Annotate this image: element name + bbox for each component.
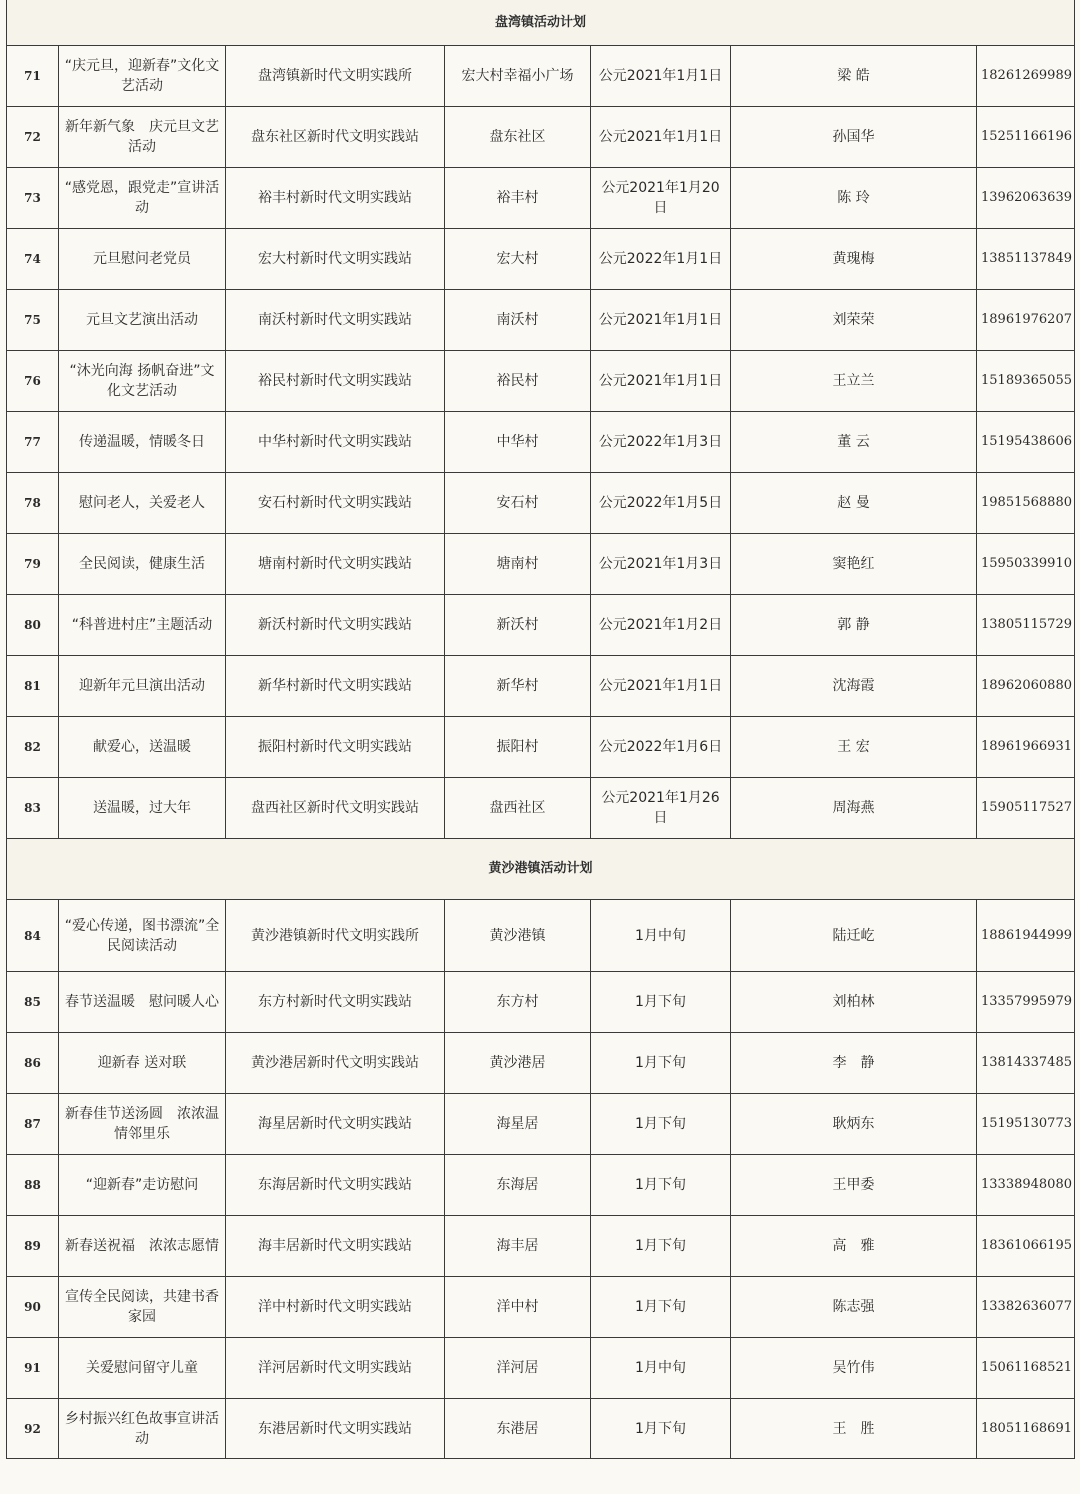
- activity-name-cell: 全民阅读，健康生活: [59, 534, 226, 595]
- table-row: [7, 1033, 1075, 1094]
- phone-number-cell: 18861944999: [977, 900, 1075, 972]
- phone-number-cell: 13805115729: [977, 595, 1075, 656]
- organizer-cell: 新华村新时代文明实践站: [226, 656, 445, 717]
- phone-number-cell: 13338948080: [977, 1155, 1075, 1216]
- phone-number-cell: 13851137849: [977, 229, 1075, 290]
- phone-number-cell: 18361066195: [977, 1216, 1075, 1277]
- contact-person-cell: 黄瑰梅: [731, 229, 977, 290]
- location-cell: 盘西社区: [445, 778, 591, 839]
- contact-person-cell: 高 雅: [731, 1216, 977, 1277]
- row-number: 71: [7, 46, 59, 107]
- location-cell: 南沃村: [445, 290, 591, 351]
- row-number: 89: [7, 1216, 59, 1277]
- row-number: 85: [7, 972, 59, 1033]
- location-cell: 宏大村: [445, 229, 591, 290]
- activity-name-cell: 元旦文艺演出活动: [59, 290, 226, 351]
- contact-person-cell: 赵 曼: [731, 473, 977, 534]
- activity-name-cell: 新春佳节送汤圆 浓浓温情邻里乐: [59, 1094, 226, 1155]
- activity-name-cell: 迎新年元旦演出活动: [59, 656, 226, 717]
- phone-number-cell: 18051168691: [977, 1399, 1075, 1459]
- location-cell: 海丰居: [445, 1216, 591, 1277]
- organizer-cell: 盘东社区新时代文明实践站: [226, 107, 445, 168]
- time-cell: 公元2021年1月1日: [591, 290, 731, 351]
- activity-name-cell: 送温暖，过大年: [59, 778, 226, 839]
- location-cell: 裕民村: [445, 351, 591, 412]
- row-number: 91: [7, 1338, 59, 1399]
- table-row: [7, 290, 1075, 351]
- row-number: 77: [7, 412, 59, 473]
- table-row: [7, 900, 1075, 972]
- time-cell: 公元2021年1月1日: [591, 107, 731, 168]
- table-row: [7, 778, 1075, 839]
- table-row: [7, 717, 1075, 778]
- location-cell: 新沃村: [445, 595, 591, 656]
- activity-name-cell: 春节送温暖 慰问暖人心: [59, 972, 226, 1033]
- activity-name-cell: 关爱慰问留守儿童: [59, 1338, 226, 1399]
- location-cell: 盘东社区: [445, 107, 591, 168]
- time-cell: 1月下旬: [591, 1277, 731, 1338]
- phone-number-cell: 15061168521: [977, 1338, 1075, 1399]
- location-cell: 洋中村: [445, 1277, 591, 1338]
- row-number: 92: [7, 1399, 59, 1459]
- time-cell: 1月下旬: [591, 1094, 731, 1155]
- row-number: 79: [7, 534, 59, 595]
- activity-name-cell: “庆元旦，迎新春”文化文艺活动: [59, 46, 226, 107]
- location-cell: 东方村: [445, 972, 591, 1033]
- location-cell: 东港居: [445, 1399, 591, 1459]
- table-row: [7, 1094, 1075, 1155]
- activity-name-cell: 乡村振兴红色故事宣讲活动: [59, 1399, 226, 1459]
- phone-number-cell: 18961966931: [977, 717, 1075, 778]
- row-number: 84: [7, 900, 59, 972]
- row-number: 88: [7, 1155, 59, 1216]
- table-row: [7, 656, 1075, 717]
- row-number: 73: [7, 168, 59, 229]
- row-number: 78: [7, 473, 59, 534]
- contact-person-cell: 陆迁屹: [731, 900, 977, 972]
- phone-number-cell: 15195130773: [977, 1094, 1075, 1155]
- contact-person-cell: 董 云: [731, 412, 977, 473]
- organizer-cell: 盘西社区新时代文明实践站: [226, 778, 445, 839]
- time-cell: 1月下旬: [591, 972, 731, 1033]
- organizer-cell: 东方村新时代文明实践站: [226, 972, 445, 1033]
- time-cell: 1月下旬: [591, 1033, 731, 1094]
- activity-name-cell: “感党恩，跟党走”宣讲活动: [59, 168, 226, 229]
- activity-name-cell: “沐光向海 扬帆奋进”文化文艺活动: [59, 351, 226, 412]
- activity-name-cell: 传递温暖，情暖冬日: [59, 412, 226, 473]
- section-header-row: [7, 0, 1075, 46]
- organizer-cell: 安石村新时代文明实践站: [226, 473, 445, 534]
- time-cell: 公元2021年1月1日: [591, 656, 731, 717]
- contact-person-cell: 陈 玲: [731, 168, 977, 229]
- table-row: [7, 1216, 1075, 1277]
- activity-name-cell: 新春送祝福 浓浓志愿情: [59, 1216, 226, 1277]
- location-cell: 黄沙港镇: [445, 900, 591, 972]
- organizer-cell: 裕丰村新时代文明实践站: [226, 168, 445, 229]
- activity-plan-table: [6, 0, 1075, 1459]
- phone-number-cell: 13357995979: [977, 972, 1075, 1033]
- phone-number-cell: 13382636077: [977, 1277, 1075, 1338]
- table-row: [7, 229, 1075, 290]
- row-number: 76: [7, 351, 59, 412]
- time-cell: 1月下旬: [591, 1155, 731, 1216]
- contact-person-cell: 周海燕: [731, 778, 977, 839]
- activity-name-cell: 慰问老人，关爱老人: [59, 473, 226, 534]
- time-cell: 公元2021年1月26日: [591, 778, 731, 839]
- organizer-cell: 塘南村新时代文明实践站: [226, 534, 445, 595]
- phone-number-cell: 18261269989: [977, 46, 1075, 107]
- phone-number-cell: 15189365055: [977, 351, 1075, 412]
- row-number: 90: [7, 1277, 59, 1338]
- activity-name-cell: “科普进村庄”主题活动: [59, 595, 226, 656]
- organizer-cell: 黄沙港镇新时代文明实践所: [226, 900, 445, 972]
- time-cell: 公元2022年1月5日: [591, 473, 731, 534]
- phone-number-cell: 15195438606: [977, 412, 1075, 473]
- organizer-cell: 裕民村新时代文明实践站: [226, 351, 445, 412]
- table-row: [7, 107, 1075, 168]
- time-cell: 公元2021年1月1日: [591, 46, 731, 107]
- location-cell: 安石村: [445, 473, 591, 534]
- table-row: [7, 972, 1075, 1033]
- section-title: 黄沙港镇活动计划: [7, 839, 1075, 900]
- organizer-cell: 盘湾镇新时代文明实践所: [226, 46, 445, 107]
- location-cell: 宏大村幸福小广场: [445, 46, 591, 107]
- activity-name-cell: 献爱心，送温暖: [59, 717, 226, 778]
- row-number: 74: [7, 229, 59, 290]
- phone-number-cell: 15905117527: [977, 778, 1075, 839]
- time-cell: 1月中旬: [591, 1338, 731, 1399]
- phone-number-cell: 18961976207: [977, 290, 1075, 351]
- table-row: [7, 46, 1075, 107]
- organizer-cell: 新沃村新时代文明实践站: [226, 595, 445, 656]
- table-row: [7, 412, 1075, 473]
- activity-name-cell: 新年新气象 庆元旦文艺活动: [59, 107, 226, 168]
- phone-number-cell: 15251166196: [977, 107, 1075, 168]
- organizer-cell: 东港居新时代文明实践站: [226, 1399, 445, 1459]
- time-cell: 1月下旬: [591, 1399, 731, 1459]
- location-cell: 中华村: [445, 412, 591, 473]
- organizer-cell: 洋中村新时代文明实践站: [226, 1277, 445, 1338]
- organizer-cell: 海星居新时代文明实践站: [226, 1094, 445, 1155]
- organizer-cell: 洋河居新时代文明实践站: [226, 1338, 445, 1399]
- location-cell: 洋河居: [445, 1338, 591, 1399]
- contact-person-cell: 王甲委: [731, 1155, 977, 1216]
- row-number: 86: [7, 1033, 59, 1094]
- activity-name-cell: 宣传全民阅读，共建书香家园: [59, 1277, 226, 1338]
- row-number: 82: [7, 717, 59, 778]
- organizer-cell: 振阳村新时代文明实践站: [226, 717, 445, 778]
- location-cell: 东海居: [445, 1155, 591, 1216]
- section-title: 盘湾镇活动计划: [7, 0, 1075, 46]
- organizer-cell: 中华村新时代文明实践站: [226, 412, 445, 473]
- activity-name-cell: 迎新春 送对联: [59, 1033, 226, 1094]
- time-cell: 公元2021年1月3日: [591, 534, 731, 595]
- contact-person-cell: 耿炳东: [731, 1094, 977, 1155]
- table-row: [7, 168, 1075, 229]
- row-number: 81: [7, 656, 59, 717]
- activity-name-cell: 元旦慰问老党员: [59, 229, 226, 290]
- contact-person-cell: 窦艳红: [731, 534, 977, 595]
- contact-person-cell: 刘柏林: [731, 972, 977, 1033]
- contact-person-cell: 孙国华: [731, 107, 977, 168]
- row-number: 80: [7, 595, 59, 656]
- contact-person-cell: 陈志强: [731, 1277, 977, 1338]
- phone-number-cell: 13814337485: [977, 1033, 1075, 1094]
- activity-name-cell: “迎新春”走访慰问: [59, 1155, 226, 1216]
- table-row: [7, 1399, 1075, 1459]
- table-row: [7, 351, 1075, 412]
- time-cell: 公元2021年1月2日: [591, 595, 731, 656]
- phone-number-cell: 19851568880: [977, 473, 1075, 534]
- time-cell: 公元2022年1月3日: [591, 412, 731, 473]
- organizer-cell: 南沃村新时代文明实践站: [226, 290, 445, 351]
- organizer-cell: 东海居新时代文明实践站: [226, 1155, 445, 1216]
- activity-name-cell: “爱心传递，图书漂流”全民阅读活动: [59, 900, 226, 972]
- time-cell: 1月下旬: [591, 1216, 731, 1277]
- contact-person-cell: 李 静: [731, 1033, 977, 1094]
- phone-number-cell: 13962063639: [977, 168, 1075, 229]
- time-cell: 公元2021年1月1日: [591, 351, 731, 412]
- table-row: [7, 1338, 1075, 1399]
- table-row: [7, 1155, 1075, 1216]
- organizer-cell: 宏大村新时代文明实践站: [226, 229, 445, 290]
- time-cell: 公元2022年1月1日: [591, 229, 731, 290]
- phone-number-cell: 15950339910: [977, 534, 1075, 595]
- organizer-cell: 海丰居新时代文明实践站: [226, 1216, 445, 1277]
- time-cell: 1月中旬: [591, 900, 731, 972]
- row-number: 83: [7, 778, 59, 839]
- section-header-row: [7, 839, 1075, 900]
- location-cell: 裕丰村: [445, 168, 591, 229]
- row-number: 72: [7, 107, 59, 168]
- location-cell: 塘南村: [445, 534, 591, 595]
- contact-person-cell: 王立兰: [731, 351, 977, 412]
- contact-person-cell: 梁 皓: [731, 46, 977, 107]
- location-cell: 新华村: [445, 656, 591, 717]
- contact-person-cell: 郭 静: [731, 595, 977, 656]
- location-cell: 海星居: [445, 1094, 591, 1155]
- row-number: 87: [7, 1094, 59, 1155]
- organizer-cell: 黄沙港居新时代文明实践站: [226, 1033, 445, 1094]
- row-number: 75: [7, 290, 59, 351]
- phone-number-cell: 18962060880: [977, 656, 1075, 717]
- table-row: [7, 534, 1075, 595]
- contact-person-cell: 吴竹伟: [731, 1338, 977, 1399]
- contact-person-cell: 王 胜: [731, 1399, 977, 1459]
- contact-person-cell: 沈海霞: [731, 656, 977, 717]
- location-cell: 黄沙港居: [445, 1033, 591, 1094]
- time-cell: 公元2021年1月20日: [591, 168, 731, 229]
- time-cell: 公元2022年1月6日: [591, 717, 731, 778]
- location-cell: 振阳村: [445, 717, 591, 778]
- table-row: [7, 595, 1075, 656]
- table-row: [7, 1277, 1075, 1338]
- contact-person-cell: 王 宏: [731, 717, 977, 778]
- table-row: [7, 473, 1075, 534]
- contact-person-cell: 刘荣荣: [731, 290, 977, 351]
